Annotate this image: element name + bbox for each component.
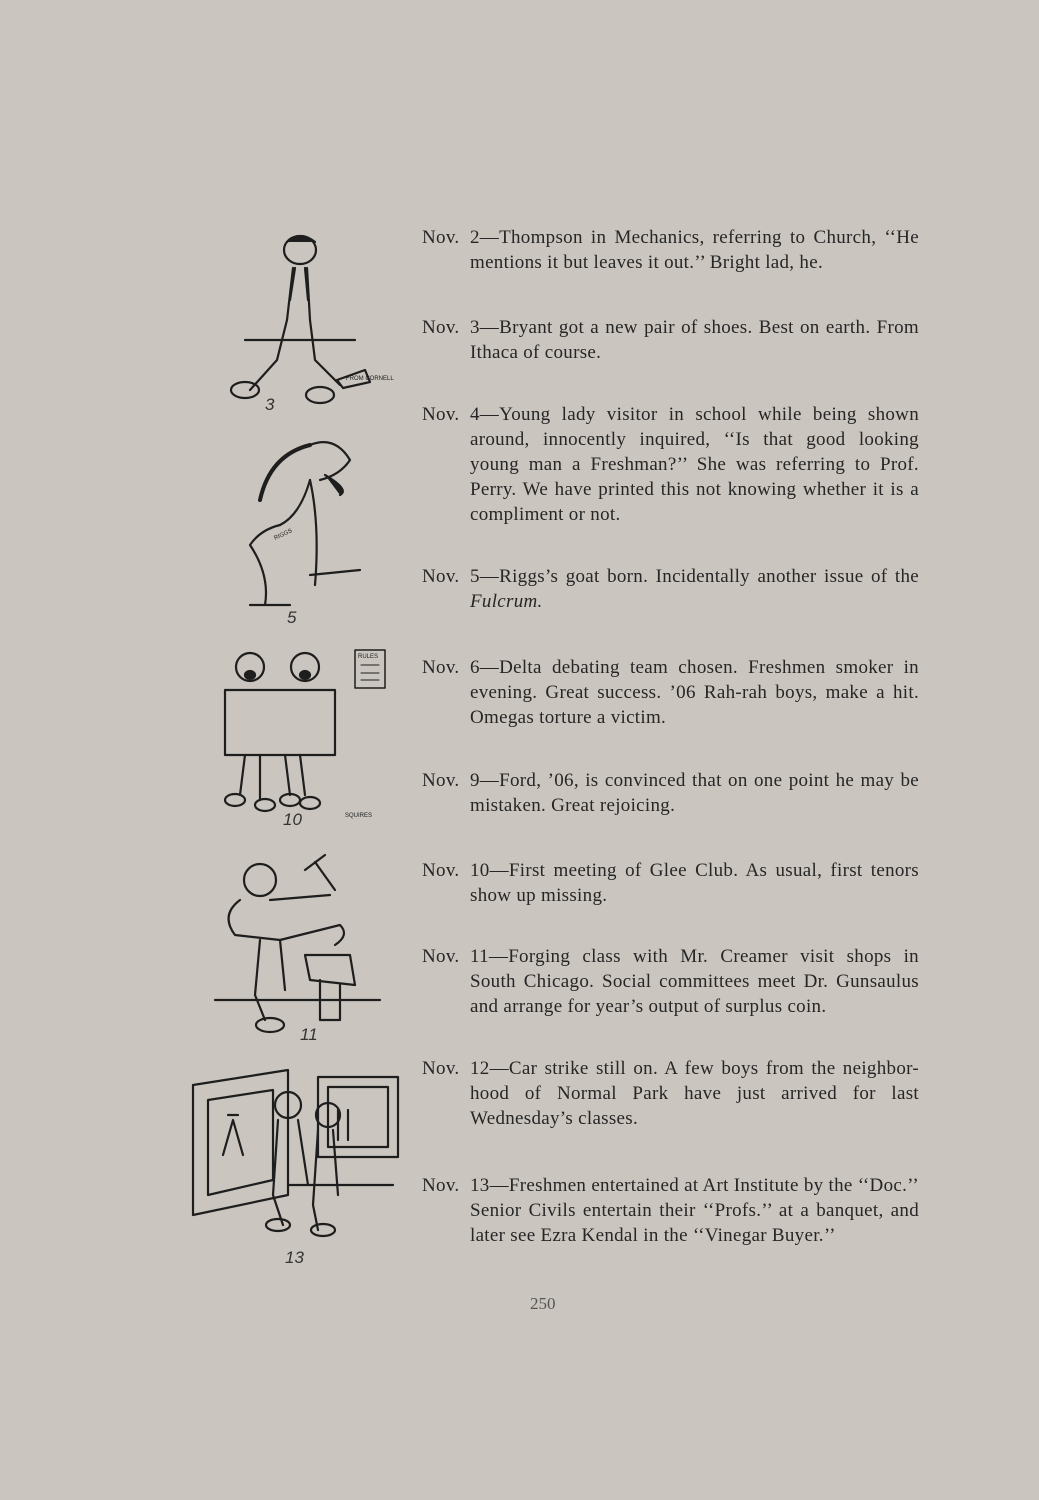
entry-nov-6 [422, 655, 919, 730]
entry-nov-3 [422, 315, 919, 365]
entry-text-wrap [470, 564, 919, 614]
entry-italic-text: Fulcrum. [470, 591, 543, 612]
entry-nov-12 [422, 1056, 919, 1131]
entry-text: 10—First meeting of Glee Club. As usual, first tenors show up missing. [470, 860, 919, 906]
entry-month: Nov. [422, 1175, 460, 1196]
entry-nov-5 [422, 564, 919, 614]
forging-illustration [210, 855, 385, 1035]
entry-nov-13 [422, 1173, 919, 1248]
page-number: 250 [530, 1294, 556, 1313]
entry-text: 6—Delta debating team chosen. Freshmen smoker in evening. Great success. ’06 Rah-rah boys, make a hit. Omegas torture a victim. [470, 657, 919, 728]
entry-month: Nov. [422, 860, 460, 881]
entry-text: 9—Ford, ’06, is convinced that on one point he may be mistaken. Great rejoicing. [470, 770, 919, 816]
entry-text: 13—Freshmen entertained at Art Institute by the ‘‘Doc.’’ Senior Civils entertain their ‘‘Profs.’’ at a banquet, and later see Ezra Kendal in the ‘‘Vinegar Buyer.’’ [470, 1175, 919, 1246]
entry-month: Nov. [422, 1058, 460, 1079]
entry-nov-11 [422, 944, 919, 1019]
shoes-illustration [215, 230, 394, 410]
entry-text: 5—Riggs’s goat born. Incidentally another issue of the [470, 566, 919, 587]
entry-nov-9 [422, 768, 919, 818]
art-institute-illustration [188, 1065, 398, 1240]
goat-illustration [240, 435, 370, 615]
entry-month: Nov. [422, 227, 460, 248]
entry-text: 12—Car strike still on. A few boys from the neighbor-hood of Normal Park have just arrived for last Wednesday’s classes. [470, 1058, 919, 1129]
illustration-number: 11 [300, 1025, 318, 1044]
illustration-number: 10 [283, 810, 302, 829]
entry-text: 11—Forging class with Mr. Creamer visit shops in South Chicago. Social committees meet Dr. Gunsaulus and arrange for year’s output of surplus coin. [470, 946, 919, 1017]
entry-nov-2 [422, 225, 919, 275]
entry-text: 2—Thompson in Mechanics, referring to Church, ‘‘He mentions it but leaves it out.’’ Bright lad, he. [470, 227, 919, 273]
illustration-number: 13 [285, 1248, 304, 1267]
entry-month: Nov. [422, 404, 460, 425]
illustration-number: 3 [265, 395, 275, 414]
entry-month: Nov. [422, 317, 460, 338]
entry-text: 3—Bryant got a new pair of shoes. Best on earth. From Ithaca of course. [470, 317, 919, 363]
illustration-number: 5 [287, 608, 297, 627]
entry-text: 4—Young lady visitor in school while being shown around, innocently inquired, ‘‘Is that good looking young man a Freshman?’’ She was referring to Prof. Perry. We have printed this not knowing whether it is a compliment or not. [470, 404, 919, 525]
entry-month: Nov. [422, 657, 460, 678]
entry-month: Nov. [422, 566, 460, 587]
entry-nov-10 [422, 858, 919, 908]
shoe-tag-label: FROM CORNELL [346, 376, 394, 382]
rules-sign-label: RULES [358, 654, 379, 660]
artist-signature: SQUIRES [345, 813, 373, 819]
entry-month: Nov. [422, 946, 460, 967]
goat-label: RIGGS [273, 528, 294, 542]
entry-month: Nov. [422, 770, 460, 791]
entry-nov-4 [422, 402, 919, 527]
glee-club-illustration [205, 645, 405, 825]
